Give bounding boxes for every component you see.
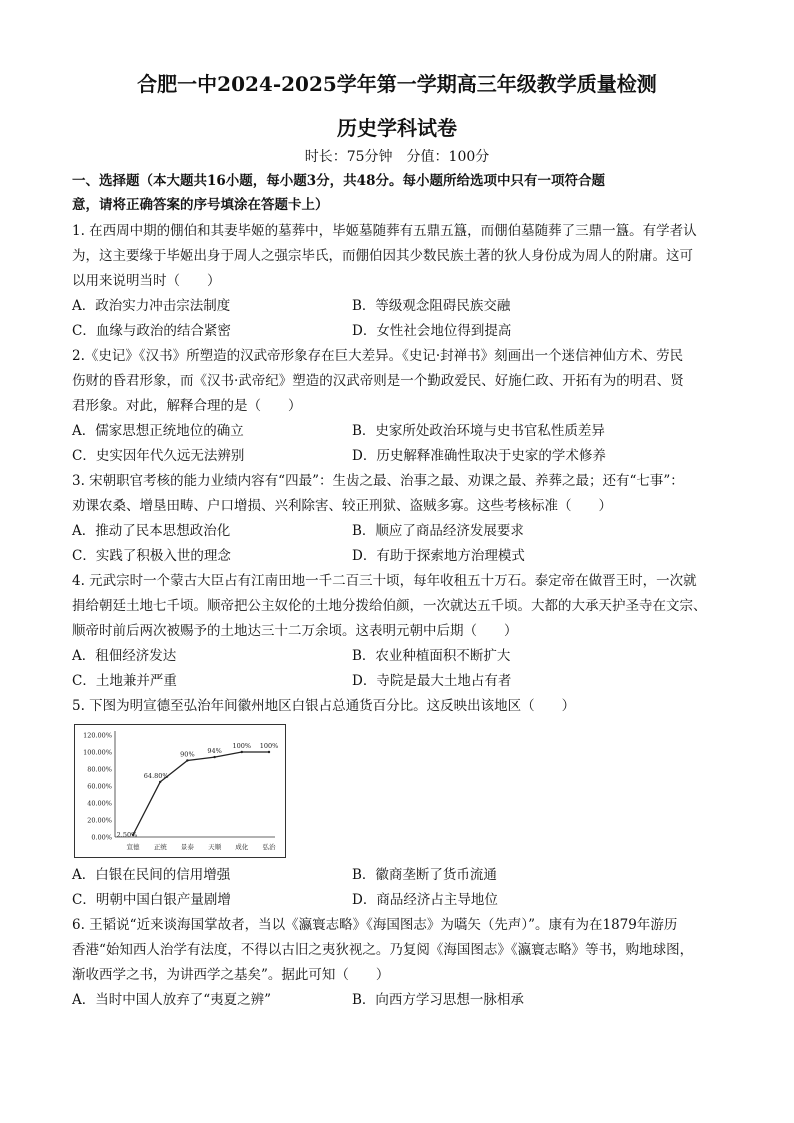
q1-stem-line1: 1. 在西周中期的倗伯和其妻毕姬的墓葬中，毕姬墓随葬有五鼎五簋，而倗伯墓随葬了三鼎一簋。有学者认 [72,223,697,239]
q4-stem-line2: 捐给朝廷土地七千顷。顺帝把公主奴伦的土地分拨给伯颜，一次就达五千顷。大都的大承天护圣寺在文宗、 [72,598,707,614]
q1-option-b: B．等级观念阻碍民族交融 [352,298,511,314]
y-tick-label: 120.00% [83,731,112,740]
q2-option-d: D．历史解释准确性取决于史家的学术修养 [352,448,606,464]
q6-option-a: A．当时中国人放弃了“夷夏之辨” [72,992,272,1008]
q3-option-a: A．推动了民本思想政治化 [72,523,231,539]
q5-option-c: C．明朝中国白银产量剧增 [72,892,231,908]
q2-option-a: A．儒家思想正统地位的确立 [72,423,244,439]
q3-stem-line1: 3. 宋朝职官考核的能力业绩内容有“四最”：生齿之最、治事之最、劝课之最、养葬之最；还有“七事”： [72,473,684,489]
data-label: 90% [180,750,195,759]
q6-stem-line1: 6. 王韬说“近来谈海国掌故者，当以《瀛寰志略》《海国图志》为嚆矢（先声）”。康有为在1879年游历 [72,917,678,933]
data-label: 100% [259,742,279,750]
q5-option-a: A．白银在民间的信用增强 [72,867,231,883]
x-tick-label: 宣德 [126,843,140,851]
x-tick-label: 成化 [235,843,249,851]
q3-stem-line2: 劝课农桑、增垦田畴、户口增损、兴利除害、较正刑狱、盗贼多寡。这些考核标准（ ） [72,498,612,514]
data-label: 2.50% [116,830,138,839]
q6-option-b: B．向西方学习思想一脉相承 [352,992,524,1008]
y-tick-label: 60.00% [87,782,112,791]
y-tick-label: 20.00% [87,816,112,825]
data-point [213,756,215,758]
q1-option-c: C．血缘与政治的结合紧密 [72,323,231,339]
y-tick-label: 80.00% [87,765,112,774]
q5-option-d: D．商品经济占主导地位 [352,892,498,908]
data-label: 94% [207,747,222,756]
section-heading-line1: 一、选择题（本大题共16小题，每小题3分，共48分。每小题所给选项中只有一项符合题 [72,173,605,189]
y-tick-label: 40.00% [87,799,112,808]
q5-option-b: B．徽商垄断了货币流通 [352,867,497,883]
q2-stem-line1: 2.《史记》《汉书》所塑造的汉武帝形象存在巨大差异。《史记·封禅书》刻画出一个迷信神仙方术、劳民 [72,348,684,364]
q4-option-c: C．土地兼并严重 [72,673,177,689]
y-tick-label: 0.00% [91,833,112,842]
data-point [159,781,161,783]
q2-option-c: C．史实因年代久远无法辨别 [72,448,245,464]
q4-option-d: D．寺院是最大土地占有者 [352,673,512,689]
exam-title: 合肥一中2024-2025学年第一学期高三年级教学质量检测 [137,72,657,96]
data-point [268,751,270,753]
section-heading-line2: 意，请将正确答案的序号填涂在答题卡上） [72,197,329,213]
q3-option-b: B．顺应了商品经济发展要求 [352,523,524,539]
q4-option-a: A．租佃经济发达 [72,648,177,664]
data-label: 64.80% [143,771,169,780]
q1-stem-line2: 为，这主要缘于毕姬出身于周人之强宗毕氏，而倗伯因其少数民族土著的狄人身份成为周人的附庸。这可 [72,248,693,264]
q1-stem-line3: 以用来说明当时（ ） [72,273,221,289]
q6-stem-line3: 渐收西学之书，为讲西学之基矣”。据此可知（ ） [72,967,390,983]
q3-option-c: C．实践了积极入世的理念 [72,548,231,564]
q1-option-d: D．女性社会地位得到提高 [352,323,512,339]
x-tick-label: 正统 [153,843,167,851]
q4-option-b: B．农业种植面积不断扩大 [352,648,511,664]
q4-stem-line1: 4. 元武宗时一个蒙古大臣占有江南田地一千二百三十顷，每年收租五十万石。泰定帝在做晋王时，一次就 [72,573,697,589]
q1-option-a: A．政治实力冲击宗法制度 [72,298,231,314]
silver-share-chart [74,724,286,858]
x-tick-label: 天顺 [208,843,222,851]
q2-option-b: B．史家所处政治环境与史书官私性质差异 [352,423,605,439]
x-tick-label: 景泰 [180,843,194,851]
series-line [133,752,269,835]
x-tick-label: 弘治 [262,843,276,851]
q4-stem-line3: 顺帝时前后两次被赐予的土地达三十二万余顷。这表明元朝中后期（ ） [72,623,518,639]
data-point [241,751,243,753]
q3-option-d: D．有助于探索地方治理模式 [352,548,525,564]
q2-stem-line2: 伤财的昏君形象，而《汉书·武帝纪》塑造的汉武帝则是一个勤政爱民、好施仁政、开拓有为的明君、贤 [72,373,684,389]
exam-meta: 时长：75分钟 分值：100分 [304,149,490,165]
q6-stem-line2: 香港“始知西人治学有法度，不得以古旧之夷狄视之。乃复阅《海国图志》《瀛寰志略》等书，购地球图， [72,942,694,958]
chart-svg [75,725,285,857]
data-label: 100% [232,742,252,750]
subject-title: 历史学科试卷 [337,116,457,140]
y-tick-label: 100.00% [83,748,112,757]
q5-stem-line1: 5. 下图为明宣德至弘治年间徽州地区白银占总通货百分比。这反映出该地区（ ） [72,698,576,714]
q2-stem-line3: 君形象。对此，解释合理的是（ ） [72,398,302,414]
data-point [186,759,188,761]
